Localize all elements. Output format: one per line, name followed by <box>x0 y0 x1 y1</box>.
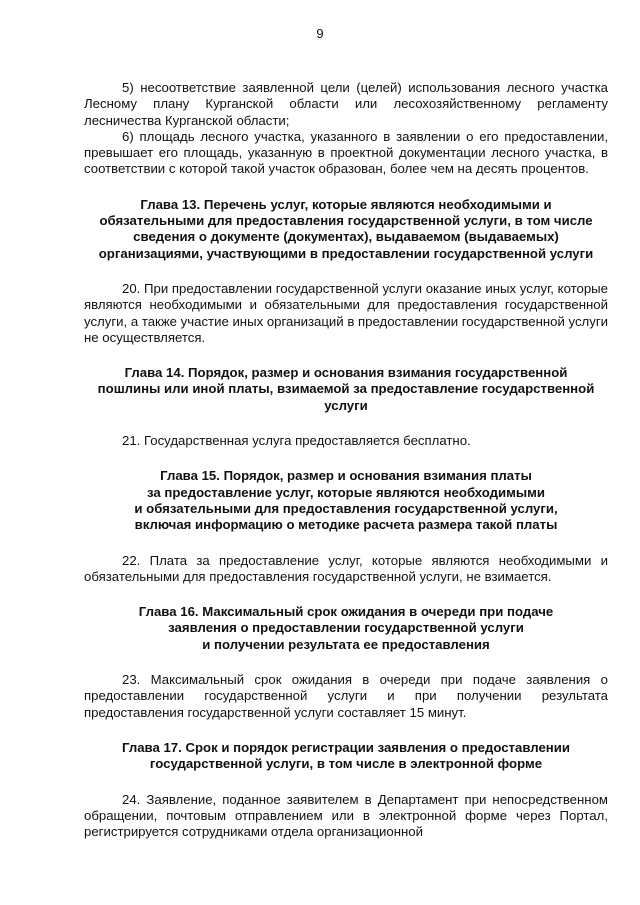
paragraph-21: 21. Государственная услуга предоставляется бесплатно. <box>122 433 471 449</box>
chapter-17-heading <box>84 740 608 773</box>
heading-line: заявления о предоставлении государственной услуги <box>168 620 524 636</box>
paragraph-item-6: 6) площадь лесного участка, указанного в заявлении о его предоставлении, превышает его площадь, указанную в проектной документации лесного участка, в соответствии с которой такой участок образован, более чем на десять процентов. <box>84 128 608 177</box>
document-body <box>84 80 608 840</box>
heading-line: сведения о документе (документах), выдаваемом (выдаваемых) <box>133 229 559 245</box>
paragraph-item-5: 5) несоответствие заявленной цели (целей) использования лесного участка Лесному плану Курганской области или лесохозяйственному регламенту лесничества Курганской области; <box>84 80 608 128</box>
chapter-13-heading <box>84 197 608 262</box>
heading-line: и обязательными для предоставления государственной услуги, <box>134 500 558 516</box>
heading-line: Глава 13. Перечень услуг, которые являются необходимыми и <box>140 196 552 212</box>
chapter-16-heading <box>84 604 608 653</box>
paragraph-24: 24. Заявление, поданное заявителем в Департамент при непосредственном обращении, почтовым отправлением или в электронной форме через Портал, регистрируется сотрудниками отдела организационной <box>84 791 608 840</box>
paragraph-23: 23. Максимальный срок ожидания в очереди при подаче заявления о предоставлении государственной услуги и при получении результата предоставления государственной услуги составляет 15 минут. <box>84 672 608 720</box>
heading-line: включая информацию о методике расчета размера такой платы <box>134 517 558 533</box>
heading-line: Глава 15. Порядок, размер и основания взимания платы <box>160 468 532 484</box>
heading-line: Глава 14. Порядок, размер и основания взимания государственной <box>124 365 568 381</box>
heading-line: услуги <box>324 397 368 413</box>
heading-line: Глава 16. Максимальный срок ожидания в очереди при подаче <box>138 604 554 620</box>
paragraph-22: 22. Плата за предоставление услуг, которые являются необходимыми и обязательными для предоставления государственной услуги, не взимается. <box>84 552 608 584</box>
page-number: 9 <box>316 26 324 41</box>
heading-line: пошлины или иной платы, взимаемой за предоставление государственной <box>97 381 595 397</box>
chapter-15-heading <box>84 468 608 533</box>
heading-line: и получении результата ее предоставления <box>202 636 490 652</box>
heading-line: организациями, участвующими в предоставлении государственной услуги <box>98 245 594 261</box>
heading-line: за предоставление услуг, которые являются необходимыми <box>146 484 546 500</box>
paragraph-20: 20. При предоставлении государственной услуги оказание иных услуг, которые являются необходимыми и обязательными для предоставления государственной услуги, а также участие иных организаций в предоставлении государственной услуги не осуществляется. <box>84 280 609 345</box>
heading-line: государственной услуги, в том числе в электронной форме <box>149 756 543 772</box>
heading-line: Глава 17. Срок и порядок регистрации заявления о предоставлении <box>122 739 570 755</box>
chapter-14-heading <box>84 365 608 414</box>
heading-line: обязательными для предоставления государственной услуги, в том числе <box>99 213 593 229</box>
